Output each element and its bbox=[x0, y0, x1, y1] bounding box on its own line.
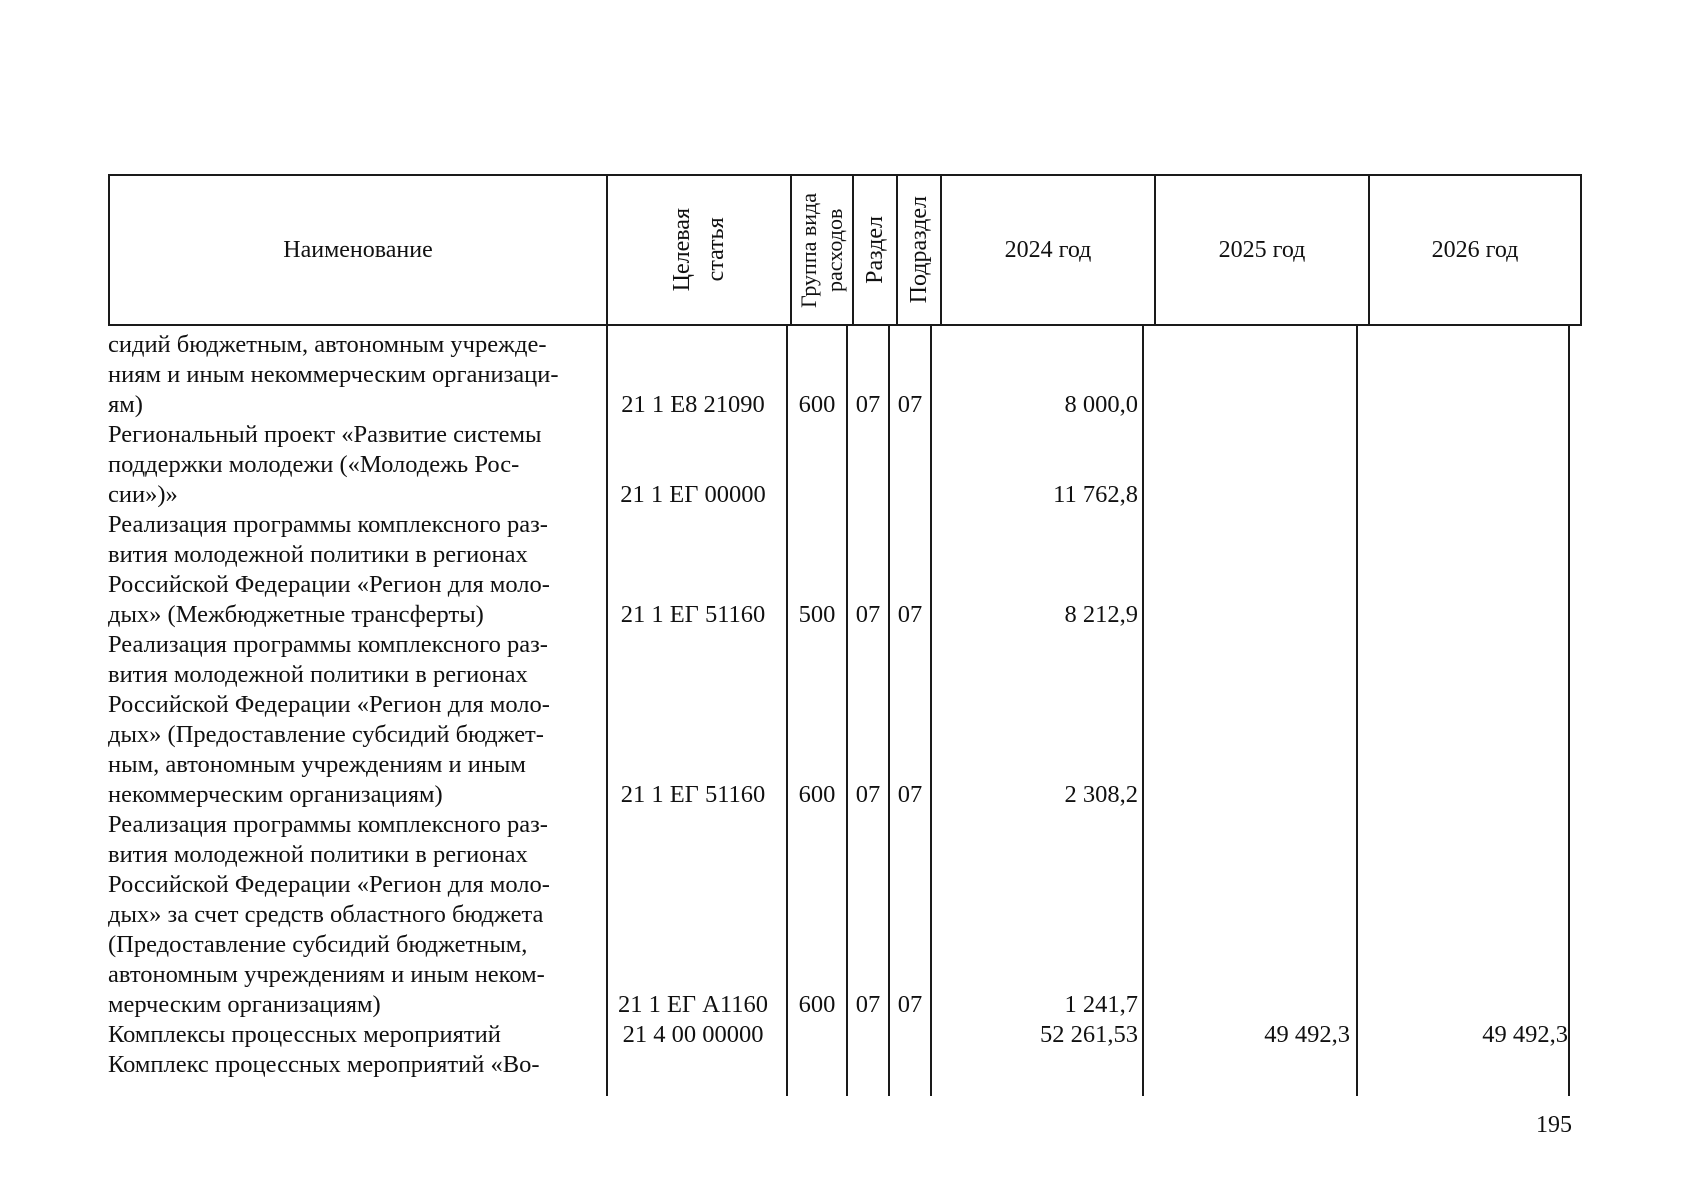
row-name-line: дых» (Предоставление субсидий бюджет- bbox=[108, 721, 544, 748]
row-target-article: 21 1 Е8 21090 bbox=[621, 391, 765, 418]
header-section-label: Раздел bbox=[862, 216, 888, 284]
row-2024-value: 52 261,53 bbox=[1040, 1021, 1138, 1048]
row-name bbox=[108, 330, 598, 420]
col-divider bbox=[930, 326, 932, 1096]
header-2024 bbox=[942, 176, 1156, 324]
row-2024-value: 2 308,2 bbox=[1064, 781, 1138, 808]
row-subsection: 07 bbox=[897, 391, 923, 418]
col-divider bbox=[606, 326, 608, 1096]
row-section: 07 bbox=[855, 781, 881, 808]
row-name bbox=[108, 510, 598, 630]
header-target-article bbox=[608, 176, 792, 324]
header-expense-group-label: Группа вида расходов bbox=[796, 192, 847, 308]
row-name-line: сии»)» bbox=[108, 481, 178, 508]
row-target-article: 21 1 ЕГ 51160 bbox=[620, 781, 766, 808]
row-subsection: 07 bbox=[897, 991, 923, 1018]
row-name bbox=[108, 810, 598, 1020]
row-name-line: Российской Федерации «Регион для моло- bbox=[108, 571, 550, 598]
row-name-line: ниям и иным некоммерческим организаци- bbox=[108, 361, 559, 388]
row-name-line: вития молодежной политики в регионах bbox=[108, 661, 528, 688]
row-2024-value: 8 212,9 bbox=[1064, 601, 1138, 628]
col-divider bbox=[1142, 326, 1144, 1096]
row-2026-value: 49 492,3 bbox=[1482, 1021, 1568, 1048]
row-name-line: дых» за счет средств областного бюджета bbox=[108, 901, 544, 928]
row-name-line: Реализация программы комплексного раз- bbox=[108, 511, 548, 538]
header-name-label: Наименование bbox=[283, 236, 433, 263]
header-name bbox=[110, 176, 608, 324]
row-section: 07 bbox=[855, 391, 881, 418]
row-section: 07 bbox=[855, 991, 881, 1018]
row-name-line: ным, автономным учреждениям и иным bbox=[108, 751, 526, 778]
row-expense-group: 500 bbox=[798, 601, 836, 628]
page-number: 195 bbox=[1536, 1112, 1572, 1138]
row-name bbox=[108, 420, 598, 510]
row-subsection: 07 bbox=[897, 781, 923, 808]
row-name-line: вития молодежной политики в регионах bbox=[108, 841, 528, 868]
row-subsection: 07 bbox=[897, 601, 923, 628]
header-2026 bbox=[1370, 176, 1580, 324]
row-target-article: 21 1 ЕГ А1160 bbox=[617, 991, 769, 1018]
row-name-line: сидий бюджетным, автономным учрежде- bbox=[108, 331, 547, 358]
row-name-line: ям) bbox=[108, 391, 143, 418]
col-divider bbox=[888, 326, 890, 1096]
row-name-line: Реализация программы комплексного раз- bbox=[108, 811, 548, 838]
col-divider bbox=[1356, 326, 1358, 1096]
row-name bbox=[108, 630, 598, 810]
row-name bbox=[108, 1050, 598, 1080]
row-2025-value: 49 492,3 bbox=[1264, 1021, 1350, 1048]
header-2025 bbox=[1156, 176, 1370, 324]
row-name-line: дых» (Межбюджетные трансферты) bbox=[108, 601, 484, 628]
row-section: 07 bbox=[855, 601, 881, 628]
row-expense-group: 600 bbox=[798, 391, 836, 418]
row-name-line: Российской Федерации «Регион для моло- bbox=[108, 871, 550, 898]
header-2024-label: 2024 год bbox=[1004, 236, 1092, 263]
header-section bbox=[854, 176, 898, 324]
row-name-line: Российской Федерации «Регион для моло- bbox=[108, 691, 550, 718]
row-name-line: Реализация программы комплексного раз- bbox=[108, 631, 548, 658]
row-target-article: 21 1 ЕГ 51160 bbox=[620, 601, 766, 628]
table-header bbox=[108, 174, 1582, 326]
row-name-line: (Предоставление субсидий бюджетным, bbox=[108, 931, 528, 958]
header-subsection bbox=[898, 176, 942, 324]
row-2024-value: 8 000,0 bbox=[1064, 391, 1138, 418]
row-expense-group: 600 bbox=[798, 991, 836, 1018]
header-target-article-label: Целевая статья bbox=[669, 208, 729, 292]
row-target-article: 21 1 ЕГ 00000 bbox=[620, 481, 766, 508]
row-2024-value: 11 762,8 bbox=[1053, 481, 1138, 508]
col-divider bbox=[786, 326, 788, 1096]
row-name-line: автономным учреждениям и иным неком- bbox=[108, 961, 545, 988]
col-divider bbox=[1568, 326, 1570, 1096]
row-name-line: вития молодежной политики в регионах bbox=[108, 541, 528, 568]
row-name-line: мерческим организациям) bbox=[108, 991, 381, 1018]
row-2024-value: 1 241,7 bbox=[1064, 991, 1138, 1018]
header-2026-label: 2026 год bbox=[1431, 236, 1519, 263]
header-2025-label: 2025 год bbox=[1218, 236, 1306, 263]
row-name-line: Комплекс процессных мероприятий «Во- bbox=[108, 1051, 540, 1078]
row-name-line: Комплексы процессных мероприятий bbox=[108, 1021, 501, 1048]
header-expense-group bbox=[792, 176, 854, 324]
row-name-line: некоммерческим организациям) bbox=[108, 781, 443, 808]
row-target-article: 21 4 00 00000 bbox=[622, 1021, 764, 1048]
header-subsection-label: Подраздел bbox=[906, 196, 932, 304]
col-divider bbox=[846, 326, 848, 1096]
row-name bbox=[108, 1020, 598, 1050]
row-name-line: поддержки молодежи («Молодежь Рос- bbox=[108, 451, 520, 478]
row-name-line: Региональный проект «Развитие системы bbox=[108, 421, 542, 448]
row-expense-group: 600 bbox=[798, 781, 836, 808]
